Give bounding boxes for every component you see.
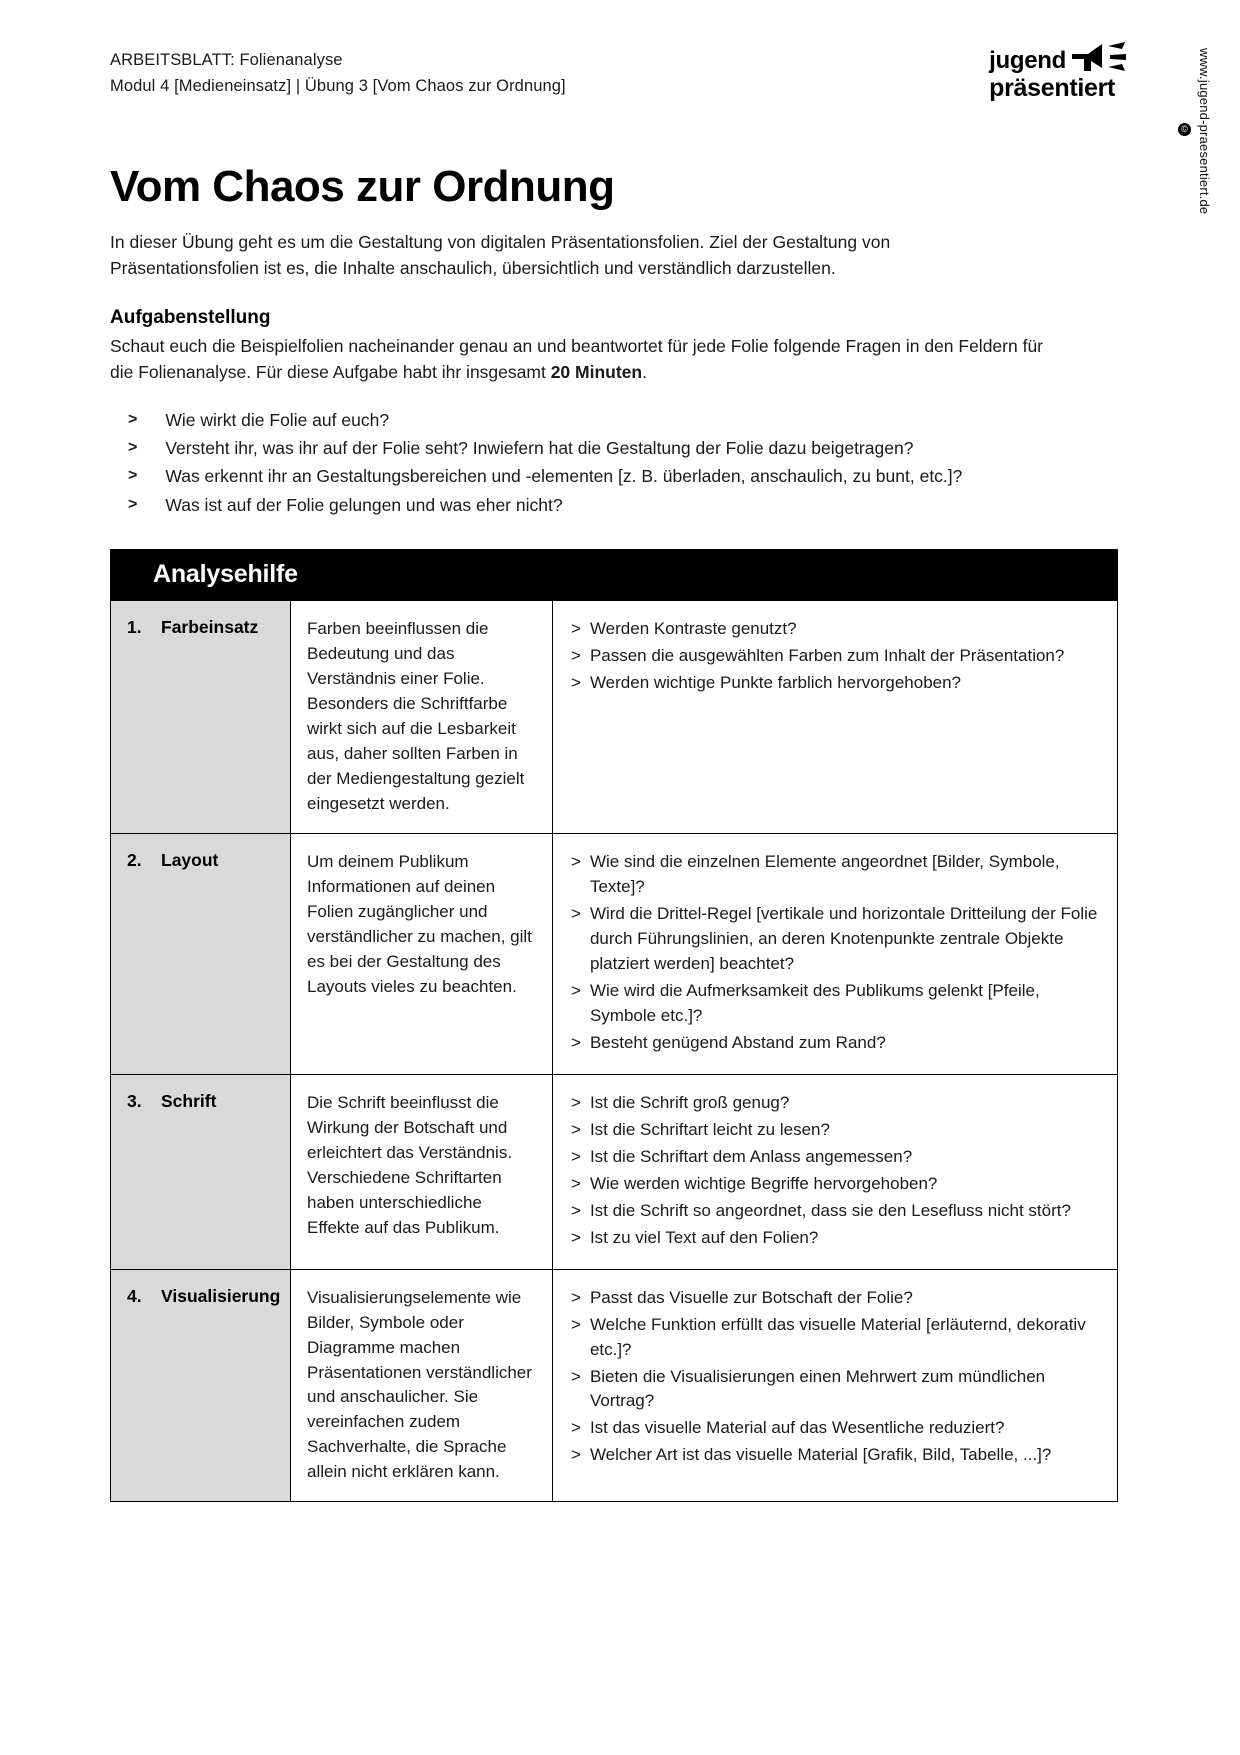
row-label: Schrift	[161, 1090, 217, 1111]
row-number: 4.	[127, 1285, 142, 1306]
question-marker-icon: >	[571, 851, 581, 871]
question-marker-icon: >	[571, 1119, 581, 1139]
table-cell-category	[111, 834, 291, 1074]
question-text: Wie werden wichtige Begriffe hervorgehoben?	[589, 1173, 938, 1193]
task-heading: Aufgabenstellung	[110, 307, 271, 329]
question-marker-icon: >	[571, 1287, 581, 1307]
header-line-2: Modul 4 [Medieneinsatz] | Übung 3 [Vom Chaos zur Ordnung]	[110, 76, 566, 95]
question-marker-icon: >	[571, 1173, 581, 1193]
website-url-sidebar	[1178, 48, 1212, 214]
list-item-label: Was erkennt ihr an Gestaltungsbereichen und -elementen [z. B. überladen, anschaulich, zu bunt, etc.]?	[165, 466, 963, 487]
row-label: Layout	[161, 849, 219, 870]
question-text: Welcher Art ist das visuelle Material [Grafik, Bild, Tabelle, ...]?	[589, 1445, 1052, 1465]
website-url-text: www.jugend-praesentiert.de	[1197, 48, 1212, 215]
question-text: Wie sind die einzelnen Elemente angeordnet [Bilder, Symbole, Texte]?	[589, 851, 1060, 896]
question-marker-icon: >	[571, 1227, 581, 1247]
question-item	[571, 617, 1101, 642]
list-item	[128, 462, 1130, 490]
question-text: Ist das visuelle Material auf das Wesentliche reduziert?	[589, 1418, 1005, 1438]
table-row	[111, 600, 1117, 833]
question-text: Wie wird die Aufmerksamkeit des Publikums gelenkt [Pfeile, Symbole etc.]?	[589, 980, 1040, 1025]
table-cell-category	[111, 1270, 291, 1502]
table-cell-description: Visualisierungselemente wie Bilder, Symbole oder Diagramme machen Präsentationen verständlicher und anschaulicher. Sie vereinfachen zudem Sachverhalte, die Sprache allein nicht erklären kann.	[291, 1270, 553, 1502]
question-marker-icon: >	[571, 1146, 581, 1166]
question-text: Bieten die Visualisierungen einen Mehrwert zum mündlichen Vortrag?	[589, 1366, 1046, 1411]
task-text-after: .	[642, 362, 647, 383]
header-line-1: ARBEITSBLATT: Folienanalyse	[110, 51, 343, 69]
table-title: Analysehilfe	[111, 550, 1117, 600]
question-item	[571, 902, 1101, 977]
question-marker-icon: >	[571, 1314, 581, 1334]
question-marker-icon: >	[571, 1418, 581, 1438]
question-text: Ist zu viel Text auf den Folien?	[589, 1227, 819, 1247]
question-text: Passen die ausgewählten Farben zum Inhalt der Präsentation?	[589, 645, 1065, 665]
question-item	[571, 1091, 1101, 1116]
question-item	[571, 644, 1101, 669]
task-question-list	[110, 406, 1130, 519]
page-header	[110, 48, 1130, 101]
question-marker-icon: >	[571, 980, 581, 1000]
table-cell-questions	[553, 1270, 1117, 1502]
page-title: Vom Chaos zur Ordnung	[110, 162, 615, 211]
logo-text-praesentiert: präsentiert	[989, 74, 1116, 102]
list-item-label: Wie wirkt die Folie auf euch?	[165, 409, 390, 430]
question-text: Ist die Schrift groß genug?	[589, 1092, 790, 1112]
question-text: Welche Funktion erfüllt das visuelle Material [erläuternd, dekorativ etc.]?	[589, 1314, 1086, 1359]
bullet-arrow-icon: >	[128, 495, 138, 513]
question-item	[571, 1226, 1101, 1251]
question-marker-icon: >	[571, 618, 581, 638]
question-item	[571, 1031, 1101, 1056]
question-text: Ist die Schriftart dem Anlass angemessen?	[589, 1146, 913, 1166]
bullet-arrow-icon: >	[128, 467, 138, 485]
jugend-praesentiert-logo	[989, 42, 1126, 101]
question-text: Besteht genügend Abstand zum Rand?	[589, 1032, 886, 1052]
copyright-icon: ©	[1178, 123, 1191, 136]
list-item	[128, 434, 1130, 462]
question-text: Ist die Schriftart leicht zu lesen?	[589, 1119, 830, 1139]
task-paragraph	[110, 333, 1070, 386]
question-marker-icon: >	[571, 903, 581, 923]
question-item	[571, 1443, 1101, 1468]
intro-paragraph: In dieser Übung geht es um die Gestaltung von digitalen Präsentationsfolien. Ziel der Gestaltung von Präsentationsfolien ist es, die Inhalte anschaulich, übersichtlich und verständlich darzustellen.	[110, 231, 891, 278]
list-item-label: Versteht ihr, was ihr auf der Folie seht? Inwiefern hat die Gestaltung der Folie dazu beigetragen?	[165, 437, 914, 458]
question-text: Wird die Drittel-Regel [vertikale und horizontale Dritteilung der Folie durch Führungslinien, an deren Knotenpunkte zentrale Objekte platziert werden] beachtet?	[589, 903, 1098, 973]
question-item	[571, 1199, 1101, 1224]
row-number: 3.	[127, 1090, 142, 1111]
table-row	[111, 1074, 1117, 1269]
table-cell-description: Die Schrift beeinflusst die Wirkung der Botschaft und erleichtert das Verständnis. Verschiedene Schriftarten haben unterschiedliche Effekte auf das Publikum.	[291, 1075, 553, 1269]
question-item	[571, 1365, 1101, 1415]
question-text: Ist die Schrift so angeordnet, dass sie den Lesefluss nicht stört?	[589, 1200, 1071, 1220]
table-cell-questions	[553, 1075, 1117, 1269]
table-row	[111, 833, 1117, 1074]
table-cell-questions	[553, 834, 1117, 1074]
question-item	[571, 1286, 1101, 1311]
question-item	[571, 850, 1101, 900]
list-item	[128, 406, 1130, 434]
row-label: Visualisierung	[161, 1285, 281, 1306]
question-item	[571, 671, 1101, 696]
question-text: Werden wichtige Punkte farblich hervorgehoben?	[589, 672, 962, 692]
question-item	[571, 1145, 1101, 1170]
question-marker-icon: >	[571, 1366, 581, 1386]
megaphone-icon	[1072, 42, 1126, 72]
question-marker-icon: >	[571, 1092, 581, 1112]
task-duration: 20 Minuten	[550, 362, 643, 383]
question-marker-icon: >	[571, 1200, 581, 1220]
table-row	[111, 1269, 1117, 1502]
bullet-arrow-icon: >	[128, 438, 138, 456]
question-item	[571, 1416, 1101, 1441]
question-item	[571, 979, 1101, 1029]
table-cell-category	[111, 601, 291, 833]
list-item-label: Was ist auf der Folie gelungen und was eher nicht?	[165, 494, 563, 515]
table-cell-description: Farben beeinflussen die Bedeutung und das Verständnis einer Folie. Besonders die Schriftfarbe wirkt sich auf die Lesbarkeit aus, daher sollten Farben in der Mediengestaltung gezielt eingesetzt werden.	[291, 601, 553, 833]
question-text: Werden Kontraste genutzt?	[589, 618, 797, 638]
table-cell-description: Um deinem Publikum Informationen auf deinen Folien zugänglicher und verständlicher zu machen, gilt es bei der Gestaltung des Layouts vieles zu beachten.	[291, 834, 553, 1074]
table-cell-category	[111, 1075, 291, 1269]
analysis-help-table	[110, 549, 1118, 1503]
question-text: Passt das Visuelle zur Botschaft der Folie?	[589, 1287, 913, 1307]
question-marker-icon: >	[571, 672, 581, 692]
question-item	[571, 1118, 1101, 1143]
question-item	[571, 1313, 1101, 1363]
list-item	[128, 491, 1130, 519]
question-marker-icon: >	[571, 1445, 581, 1465]
row-number: 2.	[127, 849, 142, 870]
question-marker-icon: >	[571, 1032, 581, 1052]
question-item	[571, 1172, 1101, 1197]
row-label: Farbeinsatz	[161, 616, 259, 637]
bullet-arrow-icon: >	[128, 410, 138, 428]
row-number: 1.	[127, 616, 142, 637]
logo-text-jugend: jugend	[989, 47, 1066, 74]
task-text-before: Schaut euch die Beispielfolien nacheinander genau an und beantwortet für jede Folie folgende Fragen in den Feldern für die Folienanalyse. Für diese Aufgabe habt ihr insgesamt	[110, 336, 1044, 383]
header-breadcrumb	[110, 48, 566, 99]
table-cell-questions	[553, 601, 1117, 833]
question-marker-icon: >	[571, 645, 581, 665]
